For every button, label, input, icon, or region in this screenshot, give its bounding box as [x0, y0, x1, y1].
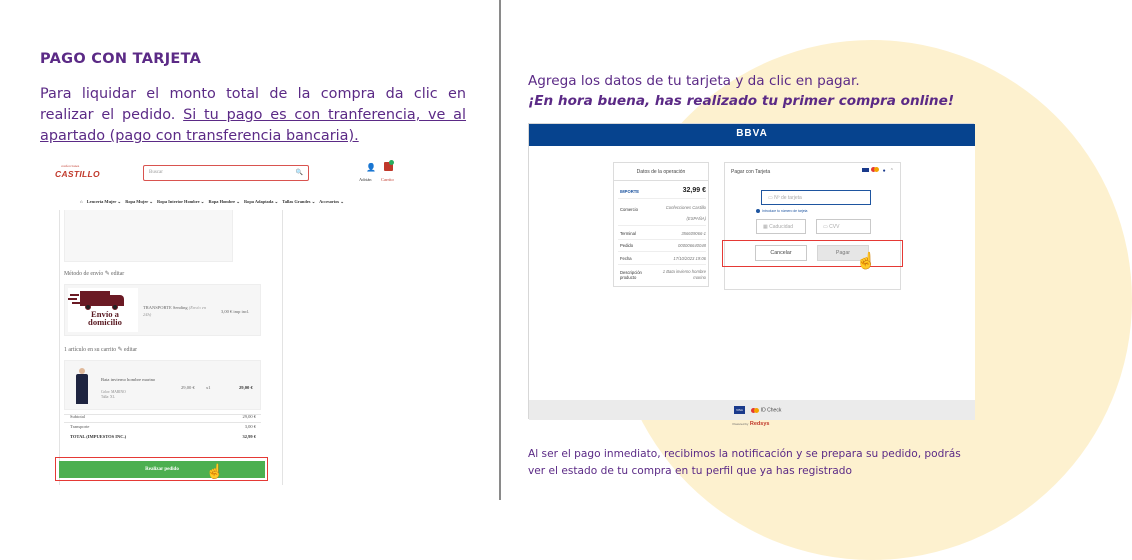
- order-row: [620, 243, 706, 248]
- shop-search-input[interactable]: [143, 165, 309, 181]
- speed-line: [70, 294, 79, 296]
- section-title: PAGO CON TARJETA: [40, 51, 202, 67]
- redsys-text: Redsys: [749, 421, 770, 427]
- address-box: [64, 210, 233, 262]
- shop-checkout-screenshot: [53, 152, 394, 487]
- row-separator: [618, 251, 706, 252]
- shipping-note: (Envío en 24h): [143, 305, 207, 317]
- cart-count-badge: [389, 160, 394, 165]
- instruction-text: Agrega los datos de tu tarjeta y da clic en pagar.: [528, 73, 860, 89]
- shipping-price: 3,00 € imp incl.: [221, 309, 250, 314]
- shipping-label: Transporte: [70, 424, 90, 429]
- intro-plain: Para liquidar el monto total de la compra da clic en realizar el pedido.: [40, 86, 466, 123]
- hand-cursor-icon: ☝: [206, 465, 224, 480]
- nav-item[interactable]: Ropa Mujer ⌄: [125, 199, 153, 204]
- shipping-row: [70, 424, 256, 429]
- product-size: Talla: XL: [101, 394, 115, 399]
- shipping-heading[interactable]: Método de envío ✎ editar: [64, 271, 125, 277]
- card-number-placeholder: Nº de tarjeta: [774, 195, 802, 201]
- expiry-input[interactable]: [756, 219, 806, 234]
- total-label: TOTAL (IMPUESTOS INC.): [70, 434, 127, 439]
- subtotal-row: [70, 414, 256, 419]
- nav-item[interactable]: Ropa Hombre ⌄: [208, 199, 240, 204]
- intro-text: [40, 84, 466, 147]
- totals-divider: [64, 422, 261, 423]
- hand-cursor-icon: ☝: [856, 253, 876, 270]
- user-icon[interactable]: 👤: [366, 163, 376, 172]
- visa-mini-icon: [862, 168, 869, 172]
- mastercard-mini-icon: [874, 167, 879, 172]
- card-brands: [862, 167, 894, 174]
- nav-item[interactable]: Accesorios ⌄: [319, 199, 344, 204]
- description-value: 1 Bata invierno hombre marino: [662, 269, 706, 280]
- info-icon: [756, 209, 760, 213]
- castillo-logo[interactable]: [55, 164, 100, 180]
- cvv-placeholder: CVV: [829, 224, 840, 230]
- card-hint: [756, 209, 807, 213]
- card-number-input[interactable]: [761, 190, 871, 205]
- logo-big-text: CASTILLO: [55, 169, 100, 179]
- visa-icon: VISA: [734, 406, 745, 414]
- date-label: Fecha: [620, 256, 632, 261]
- id-check-label: ID Check: [760, 407, 782, 414]
- terminal-row: [620, 231, 706, 236]
- amount-label: IMPORTE: [620, 189, 640, 194]
- logo-small-text: confecciones: [61, 164, 80, 168]
- date-row: [620, 256, 706, 261]
- search-icon[interactable]: 🔍: [295, 170, 303, 176]
- shipping-name-text: TRANSPORTE Sending: [143, 305, 188, 310]
- cart-item: [64, 360, 261, 410]
- shop-nav: [80, 199, 347, 205]
- terminal-value: 356609066-1: [681, 231, 706, 236]
- row-separator: [618, 264, 706, 265]
- product-image: [75, 368, 89, 404]
- cart-label[interactable]: Carrito: [381, 177, 394, 182]
- card-back-icon: ▭: [823, 224, 830, 230]
- payment-logos: [734, 406, 781, 414]
- row-separator: [618, 225, 706, 226]
- shipping-name: [143, 304, 213, 318]
- merchant-row: [620, 205, 706, 221]
- card-icon: ▭: [768, 195, 775, 201]
- row-separator: [618, 198, 706, 199]
- truck-body: [80, 291, 110, 306]
- nav-item[interactable]: Ropa Interior Hombre ⌄: [157, 199, 205, 204]
- nav-item[interactable]: Tallas Grandes ⌄: [282, 199, 316, 204]
- merchant-value: Confecciones Castillo (ESPAÑA): [665, 205, 706, 221]
- nav-item[interactable]: Ropa Adaptada ⌄: [243, 199, 279, 204]
- amount-row: [620, 189, 706, 194]
- total-value: 32,99 €: [242, 434, 256, 439]
- bottom-note: Al ser el pago inmediato, recibimos la notificación y se prepara su pedido, podrás ver el estado de tu compra en tu perfil que ya has registrado: [528, 448, 961, 477]
- row-separator: [618, 239, 706, 240]
- total-row: [70, 434, 256, 439]
- user-label[interactable]: Adrián: [359, 177, 372, 182]
- nav-item[interactable]: Lencería Mujer ⌄: [86, 199, 122, 204]
- bbva-payment-screenshot: [528, 123, 974, 419]
- operation-details-card: [613, 162, 709, 287]
- other-card-icon: ●: [882, 168, 886, 174]
- redsys-powered: Powered by: [732, 422, 749, 426]
- product-total: 29,00 €: [239, 385, 253, 390]
- place-order-button[interactable]: Realizar pedido: [59, 461, 265, 478]
- speed-line: [68, 298, 77, 300]
- terminal-label: Terminal: [620, 231, 636, 236]
- shipping-image-text: Envío a domicilio: [88, 309, 122, 327]
- calendar-icon: ▦: [763, 224, 770, 230]
- merchant-label: Comercio: [620, 207, 638, 212]
- description-label: Descripción producto: [620, 270, 642, 280]
- cancel-button[interactable]: Cancelar: [755, 245, 807, 261]
- date-value: 17/10/2023 19:06: [673, 256, 706, 261]
- card-hint-text: Introduce tu número de tarjeta: [762, 209, 808, 213]
- product-color: Color: MARINO: [101, 390, 126, 394]
- order-label: Pedido: [620, 243, 634, 248]
- subtotal-value: 29,00 €: [242, 414, 256, 419]
- congrats-text: ¡En hora buena, has realizado tu primer compra online!: [528, 93, 955, 109]
- robe-shape: [76, 374, 88, 404]
- bbva-logo: BBVA: [736, 128, 768, 139]
- mastercard-icon: [754, 408, 759, 413]
- product-price: 29,00 €: [181, 385, 195, 390]
- operation-title: Datos de la operación: [614, 163, 708, 181]
- amount-value: 32,99 €: [682, 187, 706, 194]
- cart-heading[interactable]: 1 artículo en su carrito ✎ editar: [64, 347, 138, 353]
- search-placeholder: Buscar: [149, 170, 163, 175]
- redsys-logo: [528, 421, 974, 427]
- pay-title: Pagar con Tarjeta: [731, 169, 771, 175]
- transfer-link[interactable]: Si tu pago es con tranferencia, ve al apartado (pago con transferencia bancaria).: [40, 107, 467, 144]
- product-name: Bata invierno hombre marino: [101, 377, 156, 382]
- order-value: 000006640048: [678, 243, 706, 248]
- product-meta: [101, 390, 126, 399]
- product-qty: x1: [206, 385, 211, 390]
- shipping-value: 3,00 €: [244, 424, 256, 429]
- chevron-up-icon[interactable]: ⌃: [889, 168, 894, 174]
- vertical-divider: [499, 0, 501, 500]
- expiry-placeholder: Caducidad: [769, 224, 794, 230]
- pay-button[interactable]: Pagar: [817, 245, 869, 261]
- description-row: [620, 270, 706, 280]
- subtotal-label: Subtotal: [70, 414, 86, 419]
- delivery-truck-image: [68, 288, 138, 332]
- home-icon[interactable]: ⌂: [80, 199, 83, 204]
- cvv-input[interactable]: [816, 219, 871, 234]
